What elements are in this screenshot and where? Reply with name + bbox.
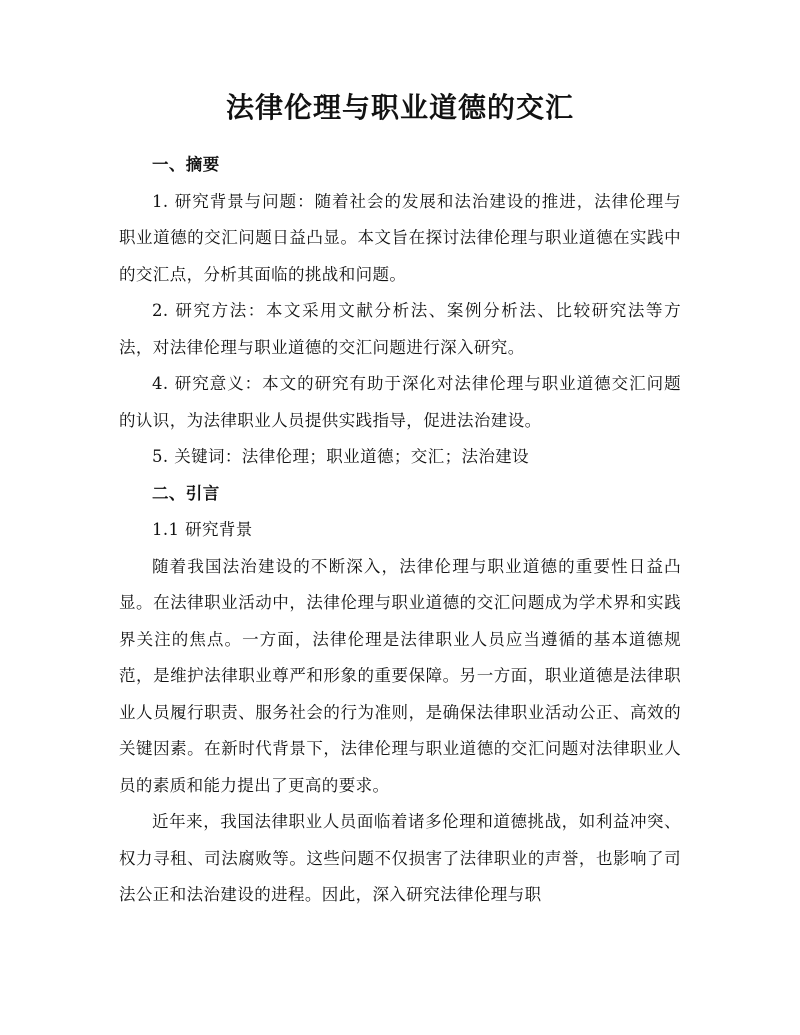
intro-subheading: 1.1 研究背景 xyxy=(152,520,253,539)
abstract-item: 5. 关键词：法律伦理；职业道德；交汇；法治建设 xyxy=(152,447,530,466)
intro-paragraph: 随着我国法治建设的不断深入，法律伦理与职业道德的重要性日益凸显。在法律职业活动中，法律伦理与职业道德的交汇问题成为学术界和实践界关注的焦点。一方面，法律伦理是法律职业人员应当遵循的基本道德规范，是维护法律职业尊严和形象的重要保障。另一方面，职业道德是法律职业人员履行职责、服务社会的行为准则，是确保法律职业活动公正、高效的关键因素。在新时代背景下，法律伦理与职业道德的交汇问题对法律职业人员的素质和能力提出了更高的要求。 xyxy=(119,556,681,795)
document-body xyxy=(119,147,681,914)
abstract-item: 4. 研究意义：本文的研究有助于深化对法律伦理与职业道德交汇问题的认识，为法律职业人员提供实践指导，促进法治建设。 xyxy=(119,374,681,430)
abstract-heading: 一、摘要 xyxy=(152,155,220,174)
abstract-item: 1. 研究背景与问题：随着社会的发展和法治建设的推进，法律伦理与职业道德的交汇问题日益凸显。本文旨在探讨法律伦理与职业道德在实践中的交汇点，分析其面临的挑战和问题。 xyxy=(119,191,681,284)
intro-paragraph: 近年来，我国法律职业人员面临着诸多伦理和道德挑战，如利益冲突、权力寻租、司法腐败等。这些问题不仅损害了法律职业的声誉，也影响了司法公正和法治建设的进程。因此，深入研究法律伦理与职 xyxy=(119,812,681,904)
abstract-item: 2. 研究方法：本文采用文献分析法、案例分析法、比较研究法等方法，对法律伦理与职业道德的交汇问题进行深入研究。 xyxy=(119,301,681,357)
document-title: 法律伦理与职业道德的交汇 xyxy=(225,91,574,124)
intro-heading: 二、引言 xyxy=(152,483,220,503)
